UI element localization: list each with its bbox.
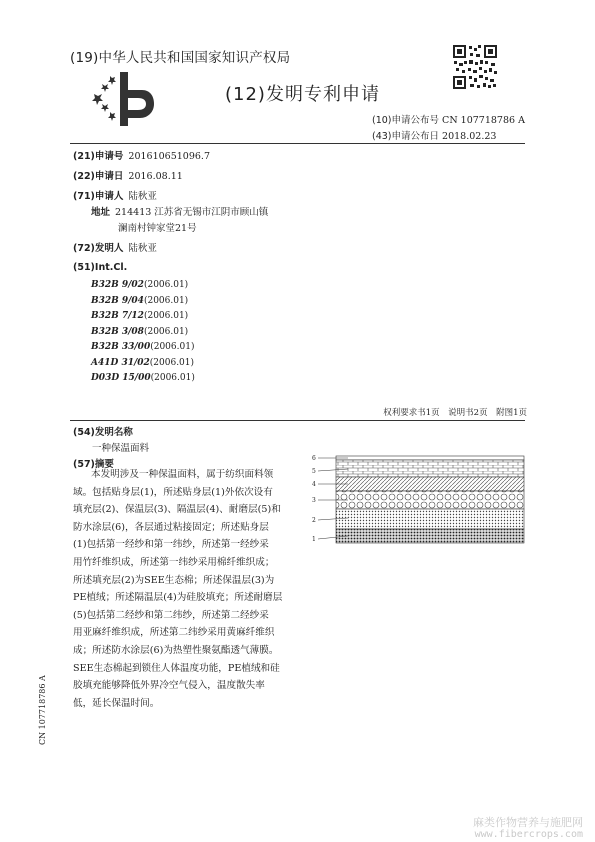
layer-structure-figure — [308, 453, 528, 553]
ipc-year: (2006.01) — [150, 342, 195, 352]
applicant-label: (71)申请人 — [73, 191, 124, 202]
abstract-line: 用竹纤维织成，所述第一纬纱采用棉纤维织成； — [73, 556, 275, 568]
ipc-year: (2006.01) — [143, 280, 189, 290]
ipc-entry — [91, 358, 194, 368]
applicant-value: 陆秋亚 — [128, 191, 157, 202]
address-line-1: 214413 江苏省无锡市江阴市顾山镇 — [115, 207, 269, 218]
ipc-entry — [91, 373, 195, 383]
inventor-value: 陆秋亚 — [128, 243, 157, 254]
qr-code-icon — [452, 44, 498, 90]
ipc-code: D03D 15/00 — [91, 373, 151, 383]
cnipa-logo-icon — [88, 68, 160, 130]
side-number-text: CN 107718786 A — [38, 675, 47, 745]
abstract-label: (57)摘要 — [73, 459, 114, 470]
title-label: (54)发明名称 — [73, 427, 133, 438]
application-date-field — [73, 168, 183, 182]
ipc-entry — [91, 342, 194, 352]
header-divider — [70, 143, 525, 144]
address-field — [91, 204, 268, 218]
abstract-line: (5)包括第二经纱和第二纬纱，所述第二经纱采 — [73, 609, 269, 621]
publication-date-label: (43)申请公布日 — [372, 131, 440, 142]
layer-5 — [336, 460, 524, 477]
abstract-line: SEE生态棉起到锁住人体温度功能，PE植绒和硅 — [73, 662, 280, 674]
watermark-url: www.fibercrops.com — [474, 829, 583, 840]
abstract-line: (1)包括第一经纱和第一纬纱，所述第一经纱采 — [73, 539, 269, 551]
abstract-line: 成；所述防水涂层(6)为热塑性聚氨酯透气薄膜。 — [73, 644, 279, 656]
layer-label: 6 — [312, 455, 316, 462]
layer-label: 5 — [312, 468, 316, 475]
publication-number-value: CN 107718786 A — [442, 115, 525, 126]
ipc-code: B32B 3/08 — [91, 326, 144, 337]
application-date-label: (22)申请日 — [73, 171, 124, 182]
ipc-year: (2006.01) — [143, 295, 189, 306]
ipc-year: (2006.01) — [143, 311, 189, 321]
ipc-entry — [91, 280, 188, 290]
title-label-field — [73, 424, 133, 438]
ipc-entry — [91, 327, 188, 337]
address-line-2-field — [118, 220, 197, 234]
publication-number-row — [372, 112, 525, 126]
abstract-line: 所述填充层(2)为SEE生态棉；所述保温层(3)为 — [73, 574, 275, 586]
abstract-line: 用亚麻纤维织成，所述第二纬纱采用黄麻纤维织 — [73, 627, 275, 639]
layer-3 — [336, 491, 524, 509]
side-publication-number — [38, 665, 50, 745]
application-number-label: (21)申请号 — [73, 151, 124, 162]
address-line-2: 澜南村钟家堂21号 — [118, 223, 197, 234]
inventor-label: (72)发明人 — [73, 243, 124, 254]
address-label: 地址 — [91, 207, 111, 218]
publication-number-label: (10)申请公布号 — [372, 115, 440, 126]
layer-label: 1 — [312, 536, 316, 543]
publication-date-row — [372, 128, 496, 142]
layer-label: 2 — [312, 517, 316, 524]
intcl-field — [73, 262, 127, 273]
section-divider — [70, 420, 525, 421]
page-count-info: 权利要求书1页 说明书2页 附图1页 — [383, 408, 527, 418]
abstract-text — [73, 466, 298, 712]
layer-1 — [336, 529, 524, 543]
layer-4 — [336, 477, 524, 491]
layer-label: 3 — [312, 497, 316, 504]
ipc-year: (2006.01) — [143, 326, 189, 337]
abstract-line: 防水涂层(6)，各层通过粘接固定；所述贴身层 — [73, 521, 269, 533]
application-number-value: 201610651096.7 — [128, 151, 211, 162]
ipc-code: A41D 31/02 — [91, 357, 150, 368]
layer-label: 4 — [312, 481, 316, 488]
abstract-line: PE植绒；所述隔温层(4)为硅胶填充；所述耐磨层 — [73, 592, 283, 604]
abstract-line: 胶填充能够降低外界冷空气侵入，温度散失率 — [73, 680, 265, 692]
application-date-value: 2016.08.11 — [128, 171, 183, 182]
office-name: (19)中华人民共和国国家知识产权局 — [70, 50, 291, 66]
ipc-entry — [91, 311, 188, 321]
document-type: (12)发明专利申请 — [225, 84, 380, 105]
watermark-site-name: 麻类作物营养与施肥网 — [473, 816, 583, 829]
ipc-entry — [91, 296, 188, 306]
invention-title: 一种保温面料 — [92, 443, 150, 454]
abstract-line: 本发明涉及一种保温面料，属于纺织面料领 — [91, 469, 274, 480]
inventor-field — [73, 240, 157, 254]
ipc-code: B32B 7/12 — [91, 311, 144, 321]
ipc-code: B32B 33/00 — [91, 342, 151, 352]
ipc-year: (2006.01) — [150, 373, 195, 383]
layer-2 — [336, 509, 524, 529]
application-number-field — [73, 148, 210, 162]
ipc-code: B32B 9/02 — [91, 280, 144, 290]
abstract-line: 低，延长保温时间。 — [73, 697, 160, 709]
layer-6 — [336, 456, 524, 460]
abstract-line: 域。包括贴身层(1)，所述贴身层(1)外依次设有 — [73, 486, 273, 498]
applicant-field — [73, 188, 157, 202]
abstract-line: 填充层(2)、保温层(3)、隔温层(4)、耐磨层(5)和 — [73, 504, 281, 516]
publication-date-value: 2018.02.23 — [442, 131, 497, 142]
invention-title-field — [92, 440, 149, 454]
intcl-label: (51)Int.Cl. — [73, 262, 128, 273]
ipc-code: B32B 9/04 — [91, 295, 144, 306]
ipc-year: (2006.01) — [149, 357, 195, 368]
